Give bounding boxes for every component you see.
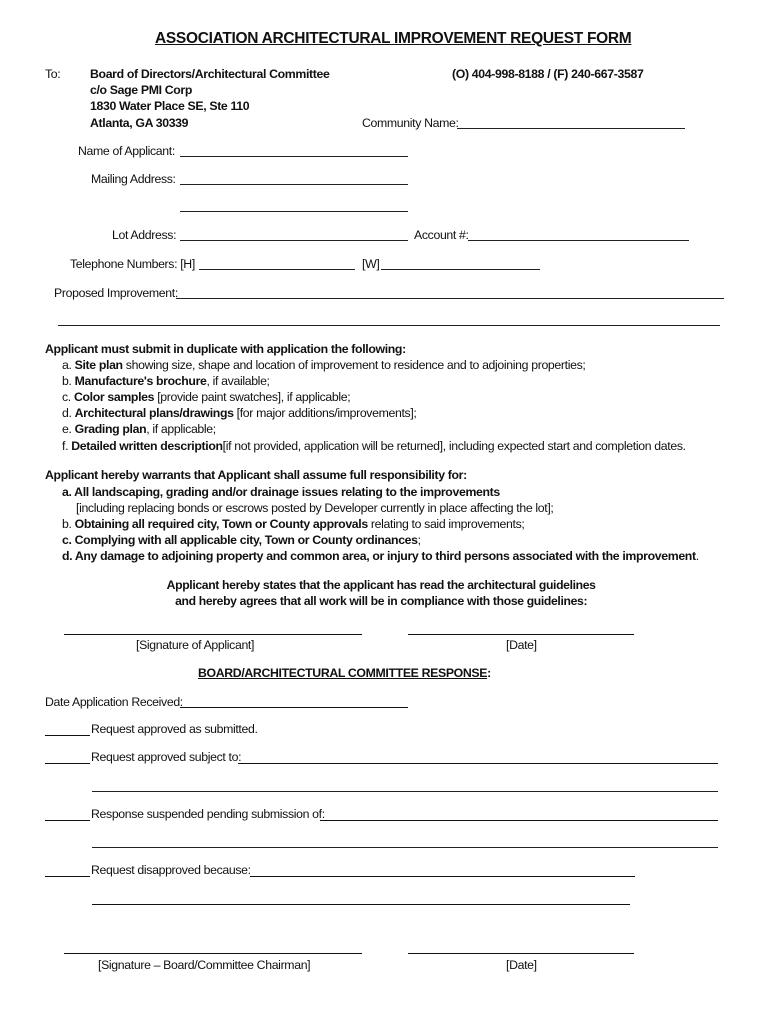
warrant-item-a-note: [including replacing bonds or escrows posted by Developer currently in place affecting the lot];: [76, 501, 554, 515]
chairman-date-field[interactable]: [408, 953, 634, 954]
community-name-label: Community Name:: [362, 116, 459, 130]
disapproved-label: Request disapproved because:: [91, 863, 251, 877]
address-line-2: c/o Sage PMI Corp: [90, 83, 193, 97]
date-received-field[interactable]: [180, 707, 408, 708]
applicant-name-label: Name of Applicant:: [78, 144, 175, 158]
applicant-name-field[interactable]: [180, 156, 408, 157]
chairman-signature-label: [Signature – Board/Committee Chairman]: [98, 958, 311, 972]
approved-subject-field[interactable]: [238, 763, 718, 764]
work-phone-field[interactable]: [381, 269, 540, 270]
warrant-item-b: b. Obtaining all required city, Town or County approvals relating to said improvements;: [62, 517, 525, 531]
work-phone-label: [W]: [362, 257, 380, 271]
applicant-date-label: [Date]: [506, 638, 537, 652]
submit-item: a. Site plan showing size, shape and location of improvement to residence and to adjoining properties;: [62, 358, 586, 372]
date-received-label: Date Application Received:: [45, 695, 183, 709]
applicant-signature-label: [Signature of Applicant]: [136, 638, 255, 652]
account-field[interactable]: [468, 240, 689, 241]
statement-line-2: and hereby agrees that all work will be in compliance with those guidelines:: [175, 594, 588, 608]
statement-line-1: Applicant hereby states that the applicant has read the architectural guidelines: [166, 578, 596, 592]
warrant-item-a: a. All landscaping, grading and/or drainage issues relating to the improvements: [62, 485, 500, 499]
warrant-item-d: d. Any damage to adjoining property and common area, or injury to third persons associated with the improvement.: [62, 549, 699, 563]
approved-label: Request approved as submitted.: [91, 722, 258, 736]
address-line-4: Atlanta, GA 30339: [90, 116, 189, 130]
suspended-field-2[interactable]: [92, 847, 718, 848]
account-label: Account #:: [414, 228, 469, 242]
mailing-address-field-2[interactable]: [180, 211, 408, 212]
mailing-address-label: Mailing Address:: [91, 172, 176, 186]
community-name-field[interactable]: [457, 128, 685, 129]
applicant-signature-field[interactable]: [64, 634, 362, 635]
telephone-label: Telephone Numbers: [H]: [70, 257, 195, 271]
warrants-heading: Applicant hereby warrants that Applicant shall assume full responsibility for:: [45, 468, 467, 482]
disapproved-field-2[interactable]: [92, 904, 630, 905]
address-line-3: 1830 Water Place SE, Ste 110: [90, 99, 250, 113]
suspended-check-field[interactable]: [45, 820, 90, 821]
warrant-item-c: c. Complying with all applicable city, Town or County ordinances;: [62, 533, 421, 547]
proposed-improvement-field-2[interactable]: [58, 325, 720, 326]
address-line-1: Board of Directors/Architectural Committee: [90, 67, 330, 81]
submit-item: d. Architectural plans/drawings [for major additions/improvements];: [62, 406, 417, 420]
submit-item: c. Color samples [provide paint swatches], if applicable;: [62, 390, 351, 404]
phone-fax: (O) 404-998-8188 / (F) 240-667-3587: [452, 67, 644, 81]
applicant-date-field[interactable]: [408, 634, 634, 635]
chairman-date-label: [Date]: [506, 958, 537, 972]
approved-subject-label: Request approved subject to:: [91, 750, 242, 764]
mailing-address-field[interactable]: [180, 184, 408, 185]
suspended-label: Response suspended pending submission of:: [91, 807, 325, 821]
chairman-signature-field[interactable]: [64, 953, 362, 954]
board-response-heading: BOARD/ARCHITECTURAL COMMITTEE RESPONSE:: [198, 666, 491, 680]
submit-item: b. Manufacture's brochure, if available;: [62, 374, 270, 388]
to-label: To:: [45, 67, 61, 81]
approved-subject-field-2[interactable]: [92, 791, 718, 792]
disapproved-field[interactable]: [250, 876, 635, 877]
form-title: ASSOCIATION ARCHITECTURAL IMPROVEMENT REQUEST FORM: [155, 30, 632, 47]
submit-item: e. Grading plan, if applicable;: [62, 422, 216, 436]
suspended-field[interactable]: [320, 820, 718, 821]
home-phone-field[interactable]: [199, 269, 355, 270]
proposed-improvement-label: Proposed Improvement:: [54, 286, 178, 300]
submit-heading: Applicant must submit in duplicate with application the following:: [45, 342, 406, 356]
submit-item: f. Detailed written description[if not provided, application will be returned], including expected start and completion dates.: [62, 439, 686, 453]
lot-address-field[interactable]: [180, 240, 408, 241]
disapproved-check-field[interactable]: [45, 876, 90, 877]
proposed-improvement-field[interactable]: [176, 298, 724, 299]
approved-subject-check-field[interactable]: [45, 763, 90, 764]
approved-check-field[interactable]: [45, 735, 90, 736]
lot-address-label: Lot Address:: [112, 228, 177, 242]
